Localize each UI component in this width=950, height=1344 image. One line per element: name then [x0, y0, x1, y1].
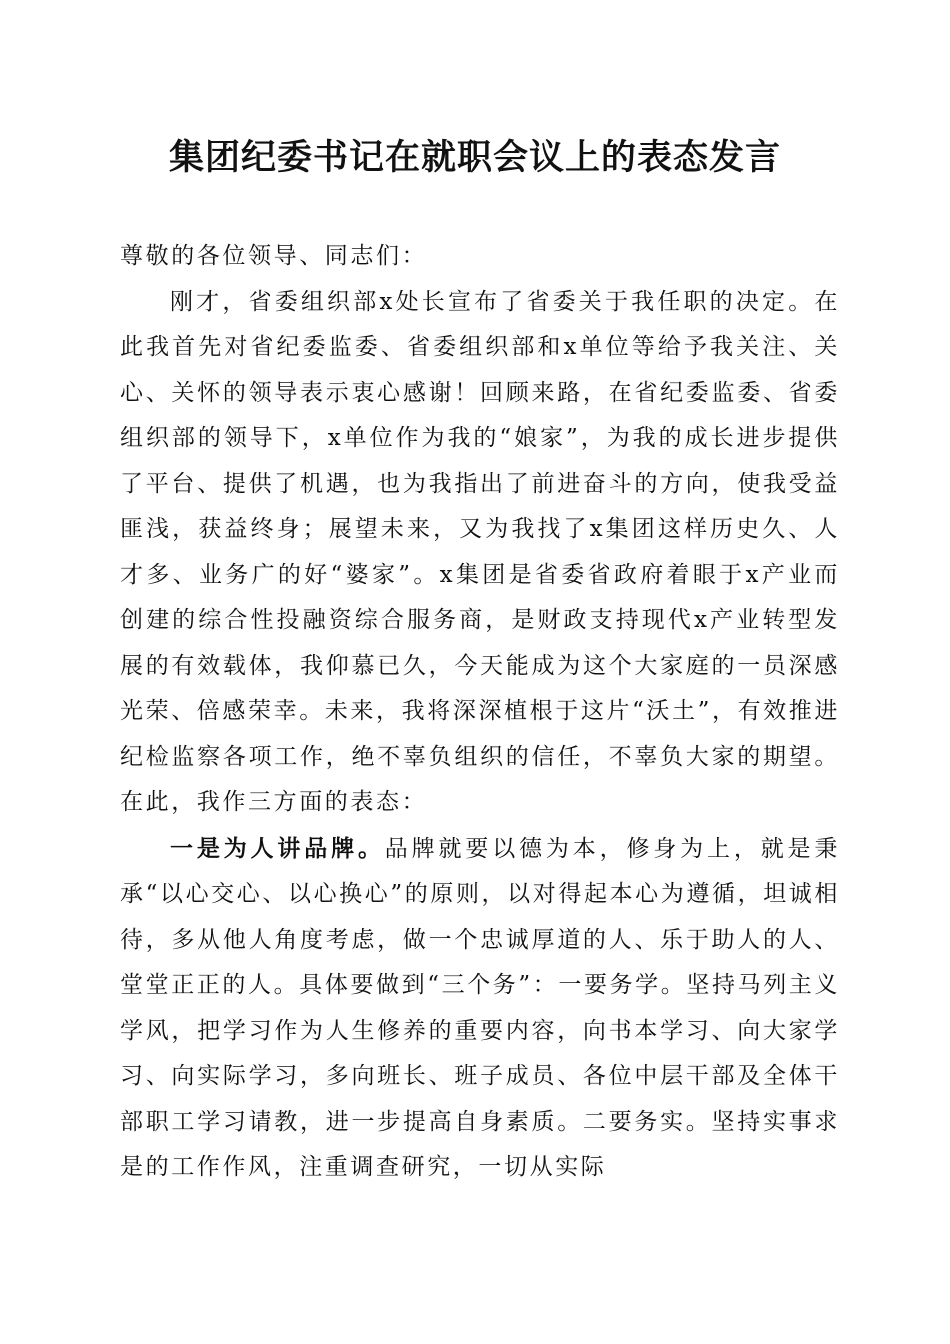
paragraph-2: [120, 826, 840, 1191]
document-body: [120, 234, 840, 1191]
paragraph-2-text: 品牌就要以德为本，修身为上，就是秉承“以心交心、以心换心”的原则，以对得起本心为遵循，坦诚相待，多从他人角度考虑，做一个忠诚厚道的人、乐于助人的人、堂堂正正的人。具体要做到“三个务”：一要务学。坚持马列主义学风，把学习作为人生修养的重要内容，向书本学习、向大家学习、向实际学习，多向班长、班子成员、各位中层干部及全体干部职工学习请教，进一步提高自身素质。二要务实。坚持实事求是的工作作风，注重调查研究，一切从实际: [120, 835, 840, 1180]
paragraph-2-lead: 一是为人讲品牌。: [170, 834, 385, 862]
document-title: 集团纪委书记在就职会议上的表态发言: [168, 137, 781, 178]
paragraph-1: 刚才，省委组织部x处长宣布了省委关于我任职的决定。在此我首先对省纪委监委、省委组织部和x单位等给予我关注、关心、关怀的领导表示衷心感谢！回顾来路，在省纪委监委、省委组织部的领导下，x单位作为我的“娘家”，为我的成长进步提供了平台、提供了机遇，也为我指出了前进奋斗的方向，使我受益匪浅，获益终身；展望未来，又为我找了x集团这样历史久、人才多、业务广的好“婆家”。x集团是省委省政府着眼于x产业而创建的综合性投融资综合服务商，是财政支持现代x产业转型发展的有效载体，我仰慕已久，今天能成为这个大家庭的一员深感光荣、倍感荣幸。未来，我将深深植根于这片“沃土”，有效推进纪检监察各项工作，绝不辜负组织的信任，不辜负大家的期望。在此，我作三方面的表态：: [120, 288, 840, 815]
salutation: 尊敬的各位领导、同志们：: [120, 243, 428, 269]
